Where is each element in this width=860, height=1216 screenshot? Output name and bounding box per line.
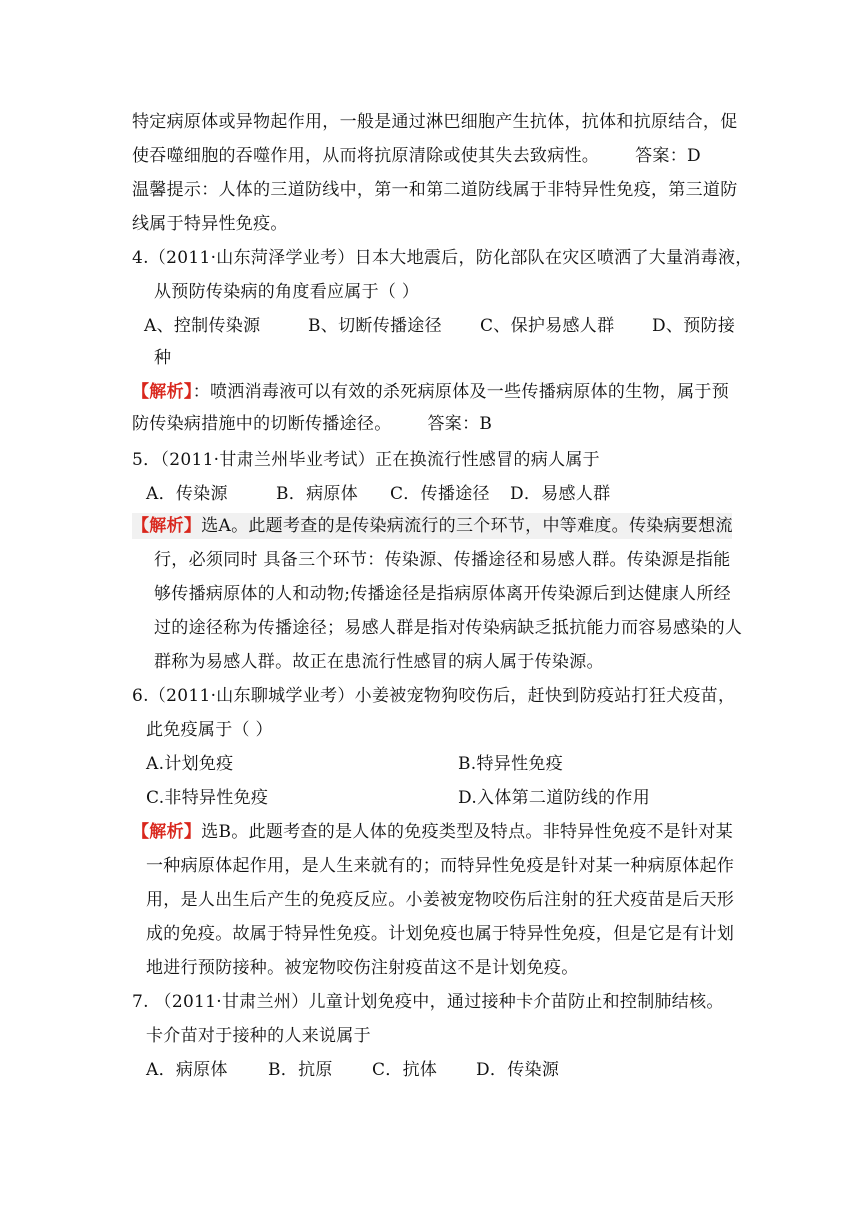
- tip-line-1: 温馨提示：人体的三道防线中，第一和第二道防线属于非特异性免疫，第三道防: [132, 180, 738, 200]
- q4-option-c: C、保护易感人群: [480, 316, 615, 336]
- intro-answer: 答案：D: [635, 146, 701, 166]
- q6-analysis-tag: 【解析】: [132, 822, 202, 842]
- q4-analysis-text-1: ：喷洒消毒液可以有效的杀死病原体及一些传播病原体的生物，属于预: [192, 382, 730, 402]
- q4-stem-line-1: 4.（2011·山东菏泽学业考）日本大地震后，防化部队在灾区喷洒了大量消毒液，: [132, 248, 753, 268]
- q5-analysis-tag: 【解析】: [132, 516, 202, 536]
- q4-analysis-tag: 【解析】: [132, 382, 193, 402]
- q5-analysis-line-2: 行，必须同时 具备三个环节：传染源、传播途径和易感人群。传染源是指能: [154, 550, 731, 570]
- q7-option-d: D．传染源: [476, 1060, 560, 1080]
- intro-line-2: [132, 144, 701, 168]
- q7-option-a: A．病原体: [146, 1060, 228, 1080]
- intro-text: 使吞噬细胞的吞噬作用，从而将抗原清除或使其失去致病性。: [132, 146, 600, 166]
- tip-line-2: 线属于特异性免疫。: [132, 214, 288, 234]
- q4-analysis-line-1: [132, 380, 729, 404]
- q6-analysis-text-1: 选B。此题考查的是人体的免疫类型及特点。非特异性免疫不是针对某: [201, 822, 733, 842]
- q4-option-a: A、控制传染源: [144, 316, 261, 336]
- q6-analysis-line-2: 一种病原体起作用，是人生来就有的；而特异性免疫是针对某一种病原体起作: [146, 856, 735, 876]
- q7-stem-line-1: 7. （2011·甘肃兰州）儿童计划免疫中，通过接种卡介苗防止和控制肺结核。: [132, 992, 724, 1012]
- q7-option-b: B．抗原: [268, 1060, 333, 1080]
- q6-option-b: B.特异性免疫: [458, 754, 563, 774]
- q6-analysis-line-1: [132, 820, 733, 844]
- q5-analysis-line-5: 群称为易感人群。故正在患流行性感冒的病人属于传染源。: [154, 652, 604, 672]
- q4-option-d: D、预防接: [652, 316, 736, 336]
- q6-analysis-line-4: 成的免疫。故属于特异性免疫。计划免疫也属于特异性免疫，但是它是有计划: [146, 924, 735, 944]
- q4-option-d-cont: 种: [154, 348, 172, 368]
- q5-option-a: A．传染源: [146, 484, 228, 504]
- q4-analysis-text-2: 防传染病措施中的切断传播途径。: [132, 414, 392, 434]
- q5-analysis-text-1: 选A。此题考查的是传染病流行的三个环节，中等难度。传染病要想流: [201, 516, 733, 536]
- q6-option-d: D.入体第二道防线的作用: [458, 788, 651, 808]
- q6-analysis-line-5: 地进行预防接种。被宠物咬伤注射疫苗这不是计划免疫。: [146, 958, 579, 978]
- q5-option-d: D．易感人群: [510, 484, 611, 504]
- q5-analysis-line-1: [132, 514, 733, 538]
- q5-option-b: B．病原体: [276, 484, 358, 504]
- q5-stem: 5．（2011·甘肃兰州毕业考试）正在换流行性感冒的病人属于: [132, 450, 600, 470]
- q5-analysis-line-4: 过的途径称为传播途径；易感人群是指对传染病缺乏抵抗能力而容易感染的人: [154, 618, 743, 638]
- intro-line-1: 特定病原体或异物起作用，一般是通过淋巴细胞产生抗体，抗体和抗原结合，促: [132, 112, 738, 132]
- q4-analysis-line-2: [132, 412, 492, 436]
- q5-option-c: C．传播途径: [390, 484, 490, 504]
- q7-option-c: C．抗体: [372, 1060, 438, 1080]
- q4-stem-line-2: 从预防传染病的角度看应属于（ ）: [154, 282, 420, 302]
- q5-analysis-line-3: 够传播病原体的人和动物;传播途径是指病原体离开传染源后到达健康人所经: [154, 584, 731, 604]
- q4-option-b: B、切断传播途径: [308, 316, 442, 336]
- q6-option-c: C.非特异性免疫: [146, 788, 269, 808]
- q6-stem-line-1: 6.（2011·山东聊城学业考）小姜被宠物狗咬伤后，赶快到防疫站打狂犬疫苗，: [132, 686, 736, 706]
- q6-analysis-line-3: 用，是人出生后产生的免疫反应。小姜被宠物咬伤后注射的狂犬疫苗是后天形: [146, 890, 735, 910]
- q4-answer: 答案：B: [427, 414, 493, 434]
- q7-stem-line-2: 卡介苗对于接种的人来说属于: [146, 1026, 371, 1046]
- q6-stem-line-2: 此免疫属于（ ）: [146, 720, 273, 740]
- q6-option-a: A.计划免疫: [146, 754, 234, 774]
